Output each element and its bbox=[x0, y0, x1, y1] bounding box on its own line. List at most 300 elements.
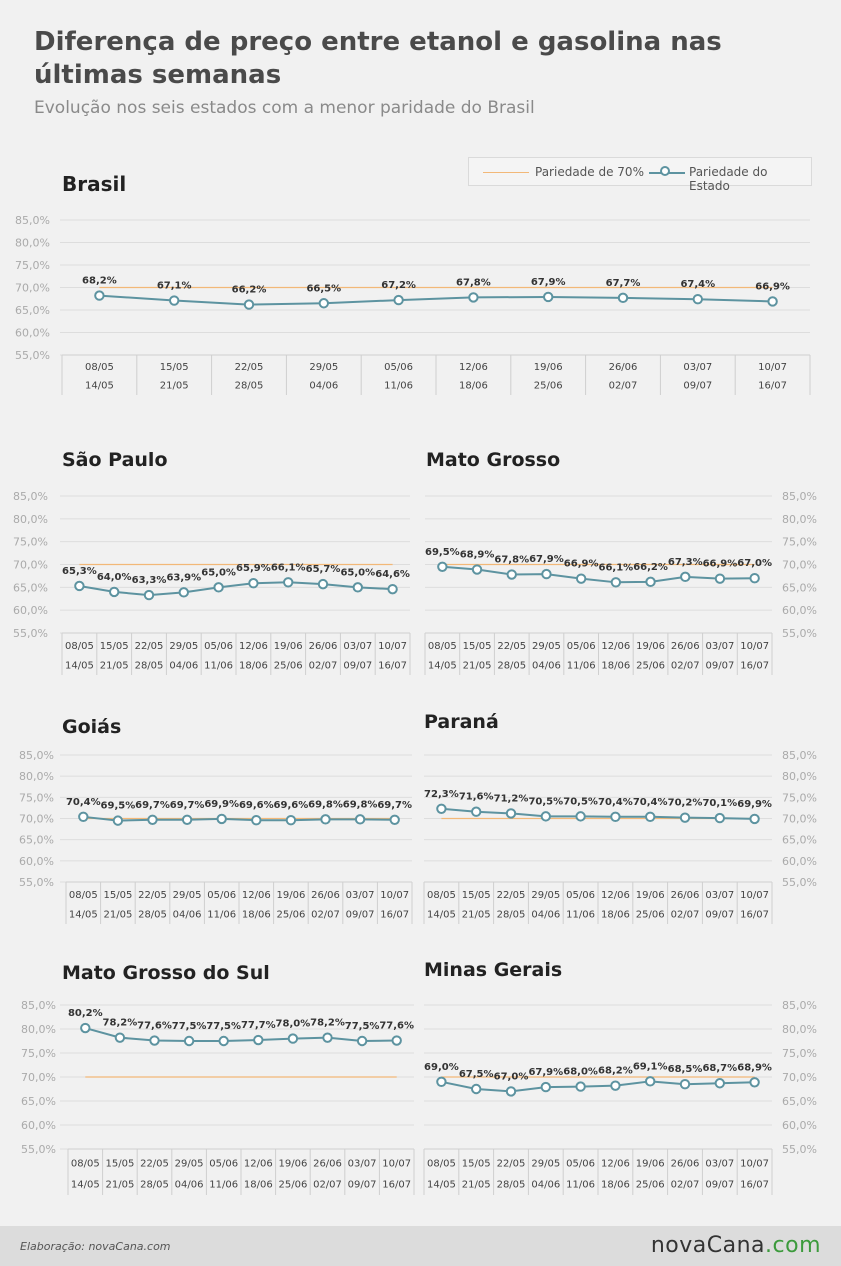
sao-paulo-data-label: 65,7% bbox=[305, 564, 341, 576]
panel-title-minas-gerais: Minas Gerais bbox=[424, 959, 563, 981]
mato-grosso-do-sul-data-label: 80,2% bbox=[67, 1008, 103, 1020]
minas-gerais-y-tick-label: 70,0% bbox=[782, 1071, 817, 1084]
sao-paulo-state-point bbox=[388, 585, 396, 593]
parana-data-label: 70,5% bbox=[528, 796, 564, 808]
mato-grosso-do-sul-x-tick-label-start: 08/05 bbox=[70, 1158, 100, 1170]
brasil-x-tick-label-start: 05/06 bbox=[384, 362, 414, 374]
mato-grosso-state-point bbox=[577, 574, 585, 582]
goias-y-tick-label: 75,0% bbox=[19, 791, 54, 805]
minas-gerais-state-point bbox=[507, 1087, 515, 1095]
parana-state-point bbox=[472, 808, 480, 816]
parana-x-tick-label-end: 16/07 bbox=[740, 909, 770, 921]
mato-grosso-do-sul-state-point bbox=[323, 1033, 331, 1041]
brasil-state-point bbox=[95, 291, 103, 299]
goias-y-tick-label: 65,0% bbox=[19, 833, 54, 847]
brasil-data-label: 66,9% bbox=[755, 281, 790, 293]
goias-x-tick-label-start: 08/05 bbox=[68, 889, 98, 901]
sao-paulo-state-point bbox=[180, 588, 188, 596]
brasil-x-tick-label-end: 09/07 bbox=[683, 380, 713, 392]
sao-paulo-state-point bbox=[354, 583, 362, 591]
goias-x-tick-label-start: 12/06 bbox=[241, 889, 271, 901]
parana-x-tick-label-end: 25/06 bbox=[635, 909, 665, 921]
minas-gerais-data-label: 68,2% bbox=[598, 1065, 633, 1077]
goias-state-point bbox=[79, 813, 87, 821]
brasil-state-point bbox=[469, 293, 477, 301]
minas-gerais-state-point bbox=[716, 1079, 724, 1087]
minas-gerais-x-tick-label-end: 16/07 bbox=[740, 1179, 770, 1191]
sao-paulo-data-label: 64,6% bbox=[375, 569, 410, 581]
mato-grosso-do-sul-data-label: 77,7% bbox=[240, 1020, 276, 1032]
goias-y-tick-label: 70,0% bbox=[19, 812, 54, 826]
brasil-x-tick-label-end: 16/07 bbox=[758, 380, 788, 392]
parana-y-tick-label: 55,0% bbox=[782, 876, 817, 889]
mato-grosso-do-sul-data-label: 77,6% bbox=[137, 1020, 172, 1032]
sao-paulo-x-tick-label-start: 22/05 bbox=[134, 640, 164, 652]
parana-x-tick-label-start: 15/05 bbox=[461, 889, 491, 901]
brasil-x-tick-label-start: 12/06 bbox=[458, 362, 488, 374]
parana-x-tick-label-end: 21/05 bbox=[461, 909, 491, 921]
mato-grosso-state-point bbox=[438, 563, 446, 571]
mato-grosso-y-tick-label: 55,0% bbox=[782, 627, 817, 640]
mato-grosso-do-sul-state-point bbox=[116, 1033, 124, 1041]
minas-gerais-state-point bbox=[542, 1083, 550, 1091]
goias-x-tick-label-start: 10/07 bbox=[380, 889, 410, 901]
mato-grosso-data-label: 66,1% bbox=[598, 562, 634, 574]
brasil-state-point bbox=[170, 296, 178, 304]
mato-grosso-data-label: 67,9% bbox=[529, 554, 564, 566]
goias-x-tick-label-end: 21/05 bbox=[103, 909, 133, 921]
minas-gerais-state-point bbox=[472, 1085, 480, 1093]
goias-x-tick-label-end: 09/07 bbox=[345, 909, 375, 921]
parana-x-tick-label-start: 10/07 bbox=[740, 889, 770, 901]
sao-paulo-x-tick-label-end: 04/06 bbox=[169, 660, 199, 672]
goias-data-label: 69,7% bbox=[169, 799, 205, 811]
minas-gerais-data-label: 67,5% bbox=[458, 1069, 494, 1080]
sao-paulo-y-tick-label: 60,0% bbox=[13, 604, 48, 618]
mato-grosso-x-tick-label-end: 16/07 bbox=[740, 660, 770, 672]
brasil-x-tick-label-start: 15/05 bbox=[159, 362, 189, 374]
parana-state-line bbox=[441, 809, 754, 819]
brasil-y-tick-label: 75,0% bbox=[15, 259, 50, 272]
sao-paulo-state-line bbox=[79, 582, 392, 595]
mato-grosso-do-sul-y-tick-label: 75,0% bbox=[21, 1047, 56, 1060]
sao-paulo-x-tick-label-start: 26/06 bbox=[308, 640, 338, 652]
minas-gerais-y-tick-label: 85,0% bbox=[782, 999, 817, 1012]
goias-data-label: 69,6% bbox=[273, 800, 309, 812]
brasil-state-point bbox=[619, 294, 627, 302]
minas-gerais-state-point bbox=[611, 1081, 619, 1089]
sao-paulo-data-label: 65,0% bbox=[201, 567, 236, 579]
goias-x-tick-label-end: 02/07 bbox=[311, 909, 340, 921]
mato-grosso-data-label: 67,0% bbox=[737, 558, 773, 570]
goias-x-tick-label-end: 25/06 bbox=[276, 909, 306, 921]
goias-data-label: 69,7% bbox=[135, 799, 170, 811]
mato-grosso-do-sul-state-point bbox=[185, 1037, 193, 1045]
parana-state-point bbox=[750, 815, 758, 823]
brasil-y-tick-label: 60,0% bbox=[15, 326, 50, 340]
brasil-state-point bbox=[394, 296, 402, 304]
sao-paulo-x-tick-label-end: 14/05 bbox=[64, 660, 94, 672]
mato-grosso-do-sul-state-point bbox=[289, 1034, 297, 1042]
mato-grosso-x-tick-label-start: 08/05 bbox=[427, 640, 457, 652]
goias-y-tick-label: 55,0% bbox=[19, 876, 54, 889]
sao-paulo-x-tick-label-start: 12/06 bbox=[238, 640, 268, 652]
sao-paulo-x-tick-label-start: 03/07 bbox=[343, 640, 373, 652]
mato-grosso-do-sul-x-tick-label-end: 18/06 bbox=[243, 1179, 273, 1191]
logo-suffix: .com bbox=[765, 1233, 821, 1258]
brasil-state-point bbox=[245, 300, 253, 308]
mato-grosso-x-tick-label-end: 09/07 bbox=[705, 660, 735, 672]
minas-gerais-x-tick-label-start: 22/05 bbox=[496, 1158, 526, 1170]
goias-data-label: 69,9% bbox=[204, 798, 240, 810]
parana-y-tick-label: 65,0% bbox=[782, 833, 817, 847]
parana-x-tick-label-end: 04/06 bbox=[531, 909, 561, 921]
mato-grosso-y-tick-label: 70,0% bbox=[782, 558, 817, 572]
mato-grosso-x-tick-label-start: 03/07 bbox=[705, 640, 735, 652]
mato-grosso-x-tick-label-end: 28/05 bbox=[497, 660, 527, 672]
mato-grosso-do-sul-x-tick-label-start: 19/06 bbox=[278, 1158, 308, 1170]
sao-paulo-x-tick-label-start: 08/05 bbox=[64, 640, 94, 652]
parana-x-tick-label-start: 12/06 bbox=[600, 889, 630, 901]
mato-grosso-do-sul-data-label: 77,6% bbox=[379, 1020, 415, 1032]
parana-state-point bbox=[542, 812, 550, 820]
mato-grosso-do-sul-x-tick-label-end: 11/06 bbox=[209, 1179, 239, 1191]
mato-grosso-data-label: 66,2% bbox=[633, 561, 668, 573]
mato-grosso-data-label: 68,9% bbox=[459, 549, 495, 561]
goias-x-tick-label-start: 22/05 bbox=[138, 889, 167, 901]
parana-x-tick-label-start: 08/05 bbox=[426, 889, 456, 901]
minas-gerais-x-tick-label-start: 08/05 bbox=[426, 1158, 456, 1170]
mato-grosso-x-tick-label-start: 29/05 bbox=[532, 640, 561, 652]
sao-paulo-state-point bbox=[145, 591, 153, 599]
parana-state-point bbox=[611, 813, 619, 821]
mato-grosso-do-sul-x-tick-label-start: 03/07 bbox=[347, 1158, 377, 1170]
minas-gerais-x-tick-label-start: 26/06 bbox=[670, 1158, 700, 1170]
minas-gerais-data-label: 68,0% bbox=[563, 1066, 598, 1078]
goias-y-tick-label: 80,0% bbox=[19, 770, 54, 784]
mato-grosso-do-sul-data-label: 78,2% bbox=[102, 1017, 138, 1029]
mato-grosso-do-sul-y-tick-label: 80,0% bbox=[21, 1023, 56, 1036]
sao-paulo-data-label: 63,3% bbox=[131, 575, 167, 587]
parana-y-tick-label: 85,0% bbox=[782, 749, 817, 762]
brasil-state-point bbox=[694, 295, 702, 303]
parana-x-tick-label-end: 14/05 bbox=[426, 909, 456, 921]
minas-gerais-x-tick-label-end: 04/06 bbox=[531, 1179, 561, 1191]
mato-grosso-x-tick-label-end: 21/05 bbox=[462, 660, 492, 672]
mato-grosso-do-sul-y-tick-label: 60,0% bbox=[21, 1119, 56, 1132]
minas-gerais-y-tick-label: 75,0% bbox=[782, 1047, 817, 1060]
mato-grosso-do-sul-state-point bbox=[254, 1036, 262, 1044]
mato-grosso-state-point bbox=[473, 565, 481, 573]
brasil-x-tick-label-start: 19/06 bbox=[533, 362, 563, 374]
goias-x-tick-label-end: 18/06 bbox=[241, 909, 271, 921]
goias-state-point bbox=[252, 816, 260, 824]
goias-state-point bbox=[287, 816, 295, 824]
goias-data-label: 69,5% bbox=[100, 800, 136, 812]
goias-x-tick-label-end: 11/06 bbox=[207, 909, 237, 921]
mato-grosso-do-sul-x-tick-label-end: 09/07 bbox=[347, 1179, 377, 1191]
minas-gerais-data-label: 69,0% bbox=[424, 1061, 459, 1073]
mato-grosso-x-tick-label-start: 19/06 bbox=[636, 640, 665, 652]
goias-data-label: 69,8% bbox=[308, 799, 343, 811]
goias-data-label: 69,8% bbox=[342, 799, 378, 811]
mato-grosso-state-point bbox=[612, 578, 620, 586]
brasil-y-tick-label: 85,0% bbox=[15, 214, 50, 227]
minas-gerais-state-point bbox=[750, 1078, 758, 1086]
brasil-x-tick-label-start: 10/07 bbox=[758, 362, 788, 374]
minas-gerais-y-tick-label: 60,0% bbox=[782, 1119, 817, 1132]
brasil-y-tick-label: 55,0% bbox=[15, 349, 50, 362]
goias-data-label: 69,6% bbox=[238, 800, 274, 812]
sao-paulo-state-point bbox=[110, 588, 118, 596]
sao-paulo-y-tick-label: 65,0% bbox=[13, 581, 48, 595]
logo-main: novaCana bbox=[650, 1233, 766, 1258]
panel-title-goias: Goiás bbox=[62, 716, 122, 738]
sao-paulo-state-point bbox=[319, 580, 327, 588]
sao-paulo-x-tick-label-end: 18/06 bbox=[238, 660, 268, 672]
goias-data-label: 69,7% bbox=[377, 799, 413, 811]
brasil-x-tick-label-end: 18/06 bbox=[458, 380, 488, 392]
sao-paulo-x-tick-label-start: 15/05 bbox=[99, 640, 129, 652]
mato-grosso-state-point bbox=[542, 570, 550, 578]
mato-grosso-do-sul-x-tick-label-end: 02/07 bbox=[313, 1179, 342, 1191]
parana-x-tick-label-start: 05/06 bbox=[566, 889, 596, 901]
panel-title-mato-grosso: Mato Grosso bbox=[426, 449, 561, 471]
brasil-x-tick-label-end: 02/07 bbox=[608, 380, 638, 392]
mato-grosso-do-sul-x-tick-label-start: 15/05 bbox=[105, 1158, 135, 1170]
mato-grosso-data-label: 67,8% bbox=[494, 554, 530, 566]
sao-paulo-x-tick-label-start: 05/06 bbox=[204, 640, 234, 652]
panel-title-brasil: Brasil bbox=[62, 172, 127, 196]
mato-grosso-do-sul-state-point bbox=[81, 1024, 89, 1032]
sao-paulo-x-tick-label-end: 09/07 bbox=[343, 660, 373, 672]
parana-data-label: 72,3% bbox=[424, 788, 459, 800]
goias-x-tick-label-start: 19/06 bbox=[276, 889, 306, 901]
mato-grosso-x-tick-label-end: 11/06 bbox=[566, 660, 596, 672]
sao-paulo-y-tick-label: 75,0% bbox=[13, 535, 48, 549]
mato-grosso-do-sul-data-label: 77,5% bbox=[344, 1021, 380, 1032]
sao-paulo-data-label: 65,3% bbox=[62, 565, 97, 577]
brasil-data-label: 67,2% bbox=[381, 280, 416, 292]
brasil-y-tick-label: 65,0% bbox=[15, 304, 50, 317]
mato-grosso-y-tick-label: 75,0% bbox=[782, 535, 817, 549]
minas-gerais-data-label: 67,9% bbox=[528, 1067, 564, 1079]
mato-grosso-state-point bbox=[646, 578, 654, 586]
sao-paulo-data-label: 63,9% bbox=[166, 572, 202, 584]
mato-grosso-state-point bbox=[716, 574, 724, 582]
minas-gerais-x-tick-label-start: 10/07 bbox=[740, 1158, 770, 1170]
brasil-y-tick-label: 80,0% bbox=[15, 236, 50, 250]
brasil-x-tick-label-end: 25/06 bbox=[533, 380, 563, 392]
minas-gerais-x-tick-label-start: 05/06 bbox=[566, 1158, 596, 1170]
brasil-x-tick-label-start: 22/05 bbox=[234, 362, 264, 374]
mato-grosso-data-label: 66,9% bbox=[702, 558, 738, 570]
minas-gerais-x-tick-label-end: 11/06 bbox=[566, 1179, 596, 1191]
brasil-data-label: 68,2% bbox=[82, 275, 117, 287]
goias-state-point bbox=[183, 816, 191, 824]
mato-grosso-do-sul-y-tick-label: 85,0% bbox=[21, 999, 56, 1012]
mato-grosso-do-sul-x-tick-label-end: 25/06 bbox=[278, 1179, 308, 1191]
minas-gerais-x-tick-label-start: 15/05 bbox=[461, 1158, 491, 1170]
goias-x-tick-label-end: 16/07 bbox=[380, 909, 410, 921]
minas-gerais-state-line bbox=[441, 1081, 754, 1091]
mato-grosso-do-sul-data-label: 77,5% bbox=[171, 1021, 207, 1032]
goias-x-tick-label-end: 28/05 bbox=[138, 909, 167, 921]
legend-state-label: Pariedade do Estado bbox=[689, 165, 768, 193]
brasil-data-label: 67,7% bbox=[605, 277, 641, 289]
minas-gerais-state-point bbox=[681, 1080, 689, 1088]
sao-paulo-y-tick-label: 70,0% bbox=[13, 558, 48, 572]
parana-data-label: 70,2% bbox=[667, 797, 703, 809]
minas-gerais-x-tick-label-end: 14/05 bbox=[426, 1179, 456, 1191]
brasil-data-label: 67,8% bbox=[456, 277, 491, 289]
mato-grosso-x-tick-label-end: 18/06 bbox=[601, 660, 631, 672]
brasil-x-tick-label-end: 21/05 bbox=[159, 380, 189, 392]
brasil-data-label: 66,5% bbox=[306, 283, 342, 295]
brasil-state-point bbox=[768, 297, 776, 305]
footer bbox=[0, 1226, 841, 1266]
goias-state-point bbox=[114, 816, 122, 824]
sao-paulo-x-tick-label-start: 10/07 bbox=[378, 640, 408, 652]
sao-paulo-state-point bbox=[75, 582, 83, 590]
parana-x-tick-label-end: 09/07 bbox=[705, 909, 735, 921]
mato-grosso-do-sul-state-point bbox=[150, 1036, 158, 1044]
minas-gerais-x-tick-label-end: 18/06 bbox=[600, 1179, 630, 1191]
mato-grosso-data-label: 67,3% bbox=[667, 556, 703, 568]
sao-paulo-x-tick-label-end: 28/05 bbox=[134, 660, 164, 672]
minas-gerais-y-tick-label: 55,0% bbox=[782, 1143, 817, 1156]
panel-title-parana: Paraná bbox=[424, 711, 499, 733]
minas-gerais-data-label: 68,7% bbox=[702, 1063, 738, 1075]
minas-gerais-state-point bbox=[646, 1077, 654, 1085]
legend-parity70-label: Pariedade de 70% bbox=[535, 165, 644, 179]
mato-grosso-y-tick-label: 80,0% bbox=[782, 512, 817, 526]
goias-x-tick-label-start: 26/06 bbox=[311, 889, 340, 901]
mato-grosso-do-sul-x-tick-label-end: 28/05 bbox=[140, 1179, 169, 1191]
mato-grosso-state-point bbox=[508, 570, 516, 578]
novacana-logo bbox=[651, 1233, 821, 1258]
minas-gerais-x-tick-label-start: 29/05 bbox=[531, 1158, 561, 1170]
goias-y-tick-label: 85,0% bbox=[19, 749, 54, 762]
minas-gerais-x-tick-label-end: 02/07 bbox=[670, 1179, 700, 1191]
goias-x-tick-label-end: 14/05 bbox=[68, 909, 98, 921]
parana-x-tick-label-end: 11/06 bbox=[566, 909, 596, 921]
parana-x-tick-label-start: 29/05 bbox=[531, 889, 561, 901]
sao-paulo-data-label: 66,1% bbox=[270, 562, 306, 574]
goias-state-point bbox=[391, 816, 399, 824]
brasil-data-label: 67,9% bbox=[530, 276, 566, 288]
parana-x-tick-label-start: 26/06 bbox=[670, 889, 700, 901]
minas-gerais-state-point bbox=[437, 1078, 445, 1086]
mato-grosso-x-tick-label-start: 10/07 bbox=[740, 640, 770, 652]
mato-grosso-do-sul-x-tick-label-end: 21/05 bbox=[105, 1179, 135, 1191]
mato-grosso-y-tick-label: 65,0% bbox=[782, 581, 817, 595]
brasil-data-label: 66,2% bbox=[231, 284, 267, 296]
mato-grosso-do-sul-state-point bbox=[393, 1036, 401, 1044]
minas-gerais-state-point bbox=[576, 1082, 584, 1090]
parana-y-tick-label: 60,0% bbox=[782, 854, 817, 868]
sao-paulo-y-tick-label: 55,0% bbox=[13, 627, 48, 640]
sao-paulo-state-point bbox=[249, 579, 257, 587]
parana-data-label: 70,5% bbox=[563, 796, 598, 808]
mato-grosso-do-sul-x-tick-label-start: 05/06 bbox=[209, 1158, 239, 1170]
minas-gerais-y-tick-label: 80,0% bbox=[782, 1023, 817, 1036]
mato-grosso-do-sul-x-tick-label-start: 26/06 bbox=[313, 1158, 342, 1170]
goias-state-point bbox=[148, 816, 156, 824]
minas-gerais-x-tick-label-end: 09/07 bbox=[705, 1179, 735, 1191]
brasil-x-tick-label-end: 28/05 bbox=[234, 380, 264, 392]
sao-paulo-x-tick-label-end: 02/07 bbox=[308, 660, 338, 672]
mato-grosso-x-tick-label-start: 26/06 bbox=[670, 640, 700, 652]
mato-grosso-do-sul-data-label: 78,0% bbox=[275, 1018, 311, 1030]
goias-state-point bbox=[321, 815, 329, 823]
parana-x-tick-label-end: 02/07 bbox=[670, 909, 700, 921]
minas-gerais-x-tick-label-end: 25/06 bbox=[635, 1179, 665, 1191]
parana-state-point bbox=[646, 813, 654, 821]
goias-x-tick-label-start: 29/05 bbox=[172, 889, 202, 901]
brasil-x-tick-label-start: 03/07 bbox=[683, 362, 713, 374]
mato-grosso-state-point bbox=[750, 574, 758, 582]
goias-data-label: 70,4% bbox=[65, 796, 101, 808]
mato-grosso-do-sul-x-tick-label-end: 04/06 bbox=[174, 1179, 204, 1191]
minas-gerais-data-label: 67,0% bbox=[493, 1071, 529, 1083]
mato-grosso-do-sul-state-point bbox=[358, 1037, 366, 1045]
mato-grosso-do-sul-y-tick-label: 70,0% bbox=[21, 1071, 56, 1084]
minas-gerais-x-tick-label-end: 28/05 bbox=[496, 1179, 526, 1191]
sao-paulo-data-label: 65,9% bbox=[236, 563, 271, 575]
mato-grosso-do-sul-state-point bbox=[220, 1037, 228, 1045]
parana-data-label: 70,4% bbox=[598, 796, 633, 808]
minas-gerais-y-tick-label: 65,0% bbox=[782, 1095, 817, 1108]
minas-gerais-data-label: 69,1% bbox=[632, 1061, 668, 1073]
panel-title-mato-grosso-do-sul: Mato Grosso do Sul bbox=[62, 962, 270, 984]
sao-paulo-x-tick-label-start: 19/06 bbox=[273, 640, 303, 652]
mato-grosso-data-label: 66,9% bbox=[563, 558, 599, 570]
mato-grosso-do-sul-x-tick-label-start: 12/06 bbox=[243, 1158, 273, 1170]
mato-grosso-x-tick-label-end: 02/07 bbox=[670, 660, 700, 672]
sao-paulo-y-tick-label: 80,0% bbox=[13, 512, 48, 526]
goias-y-tick-label: 60,0% bbox=[19, 854, 54, 868]
parana-state-point bbox=[681, 813, 689, 821]
goias-x-tick-label-end: 04/06 bbox=[172, 909, 202, 921]
sao-paulo-x-tick-label-end: 25/06 bbox=[273, 660, 303, 672]
goias-x-tick-label-start: 15/05 bbox=[103, 889, 133, 901]
mato-grosso-do-sul-x-tick-label-end: 16/07 bbox=[382, 1179, 412, 1191]
minas-gerais-data-label: 68,5% bbox=[667, 1064, 703, 1076]
sao-paulo-y-tick-label: 85,0% bbox=[13, 490, 48, 503]
brasil-x-tick-label-end: 14/05 bbox=[84, 380, 114, 392]
minas-gerais-x-tick-label-start: 03/07 bbox=[705, 1158, 735, 1170]
parana-y-tick-label: 70,0% bbox=[782, 812, 817, 826]
brasil-state-point bbox=[320, 299, 328, 307]
parana-data-label: 70,1% bbox=[702, 798, 738, 810]
parana-x-tick-label-end: 18/06 bbox=[600, 909, 630, 921]
sao-paulo-x-tick-label-end: 16/07 bbox=[378, 660, 408, 672]
parana-y-tick-label: 80,0% bbox=[782, 770, 817, 784]
parana-state-point bbox=[576, 812, 584, 820]
minas-gerais-x-tick-label-end: 21/05 bbox=[461, 1179, 491, 1191]
sao-paulo-state-point bbox=[284, 578, 292, 586]
mato-grosso-do-sul-y-tick-label: 65,0% bbox=[21, 1095, 56, 1108]
mato-grosso-y-tick-label: 85,0% bbox=[782, 490, 817, 503]
parana-data-label: 71,2% bbox=[493, 793, 529, 805]
sao-paulo-x-tick-label-start: 29/05 bbox=[169, 640, 199, 652]
chart-title: Diferença de preço entre etanol e gasolina nas últimas semanas bbox=[34, 27, 722, 90]
mato-grosso-x-tick-label-start: 05/06 bbox=[566, 640, 596, 652]
parana-data-label: 71,6% bbox=[458, 791, 494, 803]
parana-x-tick-label-start: 19/06 bbox=[635, 889, 665, 901]
mato-grosso-do-sul-x-tick-label-start: 29/05 bbox=[174, 1158, 204, 1170]
